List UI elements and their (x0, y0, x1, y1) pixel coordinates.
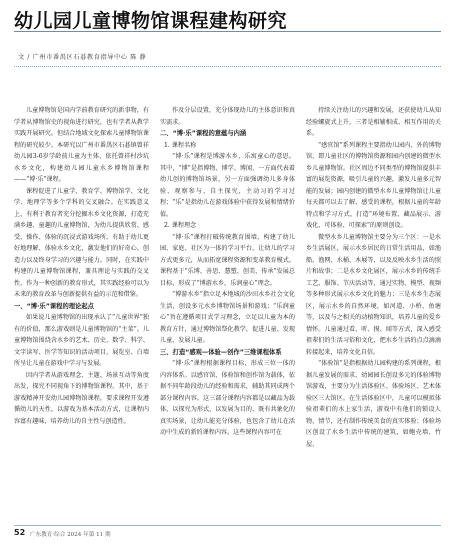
subsection-heading: 2. 课程理念 (164, 222, 197, 229)
paragraph: 课程促进了儿童学、教育学、博物馆学、文化学、地理学等多个学科的交叉融合。在实践意义上，有利于教育者充分挖掘水乡文化资源，打造充满乡趣、童趣的儿童博物馆，为幼儿提供欣赏、感受、操作、体验的沉浸式游戏场所。有助于幼儿更好地理解、体验水乡文化，激发他们的好奇心、创造力以及终身学习的兴趣与能力。同时，在实践中构建的儿童博物馆课程，兼具理论与实践的交叉性，作为一种创新的教育形式，其实践经验可以为未来的教育改革与创新提供有益的示范和借鉴。 (14, 187, 149, 298)
paragraph: 因内学者从游戏理念、主题、场景互动等角度出发，探究不同视角下的博物馆课程。其中，基于游戏精神开发幼儿园博物馆课程，要求课程开发遵循幼儿的天性，以游戏为基本活动方式，让课程内容富有趣味，培养幼儿的自主性与创造性。 (14, 371, 149, 425)
title-divider (14, 31, 441, 32)
section-heading: 二、“博·乐”课程的意蕴与内涵 (160, 130, 247, 137)
paragraph: “博游水乡”指立足本地城的沙田水乡社会文化生活，创设多元水乡博物馆场景和游戏；“乐润童心”旨在遵循项目式学习理念，立足以儿童为本的教育方针，通过博物馆祭化教学，促进儿童、发现儿童、发展儿童。 (160, 291, 295, 344)
byline-divider (14, 66, 441, 67)
paragraph: 微型水乡儿童博物馆主要分为三个区：一是水乡生活展区，展示水乡居民的日常生活用品，如渔船、渔网、水桶、木屐等，以及反映水乡生活的照片和故事；二是水乡文化展区，展示水乡的传统手工艺、服饰、节庆活动等，通过实物、模型、视频等多种形式展示水乡文化的魅力；三是水乡生态展区，展示水乡的自然环境，如河道、小桥、鱼塘等，以及与之相关的动植物知识，培养儿童的爱乡情怀。儿童通过看、听、摸、闻等方式，深入感受祖辈们的生活习俗和文化，把水乡生活的点点滴滴转接起来，培养文化自信。 (306, 233, 441, 356)
section-heading: 一、“博·乐”课程的理论起点 (14, 302, 94, 310)
article-body (14, 105, 441, 517)
page-number: 52 (14, 528, 26, 537)
section-heading: 三、打造“感观—体验—创作”三维课程体系 (160, 348, 282, 356)
paragraph: 作及分层设置，充分体现幼儿的主体意识和真实需求。 (160, 107, 295, 126)
paragraph: “博·乐”课程是博游水乡，乐寓童心的意思。其中，“博”是指博物、博学、博闻，一方面代表着幼儿创的博物馆场景，另一方面强调幼儿多身体验、观察参与、自主探究，主动习的学习过程；“乐”是指幼儿在游戏体验中获得发展和情绪价值。 (160, 153, 295, 218)
paragraph: 如果说儿童博物馆的出现承认了“儿童世界”独有的价值，那么游戏则是儿童博物馆的“主菜”。儿童博物馆围绕含水乡的艺术、历史、数学、科学、文字读写、医学等知识的活动项目，展览室、白墙所呈让儿童在游戏中学习与发展。 (14, 314, 149, 367)
paragraph: “体验馆”是指根据幼儿园构建的系列课程，根据儿童发展的需求，幼园园长创设多元的体验博物馆游戏，主要分为生活体验区、体验场区、艺术体验区三大馆区。在生活体验区中，儿童可以模拟体验祖辈们的水上家生活，游戏中有他们的锁设人物，情节，还有制作传统美食的真实体验；体验场区创设了水乡生活中传统的建筑，如鲍壳墙、竹屋、 (306, 360, 441, 448)
subsection-heading: 1. 课程名称 (164, 141, 197, 149)
article-title: 幼儿园儿童博物馆课程建构研究 (14, 10, 288, 32)
text-column-3 (306, 105, 441, 517)
footer-divider (14, 525, 441, 526)
text-column-1 (14, 105, 149, 517)
journal-name: 广东教育·综合 2024 年第 11 期 (30, 532, 111, 538)
paragraph: 儿童博物馆是国内学前教育研究的新事物，有学者从博物馆史的视角进行研究，也有学者从教学实践开展研究。但结合地域文化探索儿童博物馆课程的研究较少。本研究以广州市番禺区石碁镇曾祥幼儿园3-6岁学龄前儿童为主体，依托曾祥村沙坑水乡文化，构建幼儿园儿童水乡博物馆课程——“博·乐”课程。 (14, 107, 149, 183)
text-column-2 (160, 105, 295, 517)
paragraph: “博·乐”课程打破传统教育围墙，构建了幼儿园、家庭、社区为一体的学习平台，让幼儿的学习方式更多元，从而拓宽课程资源和变革教育模式。课程基于“乐博、善思、慧塑、创美、传承”发展总目标，形成了“博游水乡，乐润童心”理念。 (160, 233, 295, 287)
paragraph: “感官馆”系列课程主要指幼儿园内、外的博物馆，即儿童社区的博物馆资源和园内创建的微型水乡儿童博物馆。社区周边不同类型的博物馆提供丰富的展览资源，吸引儿童的兴趣，激发儿童多元智能的发展；园内创建的微型水乡儿童博物馆让儿童每天都可以去了解、感受的课程，根据儿童的年龄特点和学习方式，打造“环境布置、藏品展示、游戏化、可体验、可探索”的原则创设。 (306, 141, 441, 229)
paragraph: “博·乐”课程根据课程目标，形成三位一体的内容体系。以感官馆、体验馆和创作馆为载体，依据不同年龄段幼儿的经验和需求，辅助其同成两个部分课程内容。这三部分课程内容都是以藏品为载体，以探究为形式，以发展为目的，既有共象化的真实场景，让幼儿能充分体验，也包含了幼儿在活动中生成的新的课程内容。这些课程内容可在 (160, 360, 295, 436)
author-byline: 文 / 广州市番禺区石碁教育指导中心 陈 静 (18, 54, 147, 61)
paragraph: 持续关注幼儿的兴趣和发展，还获使幼儿从知经验螺旋式上升，三者是相辅相成、相互作用的关系。 (306, 107, 441, 137)
